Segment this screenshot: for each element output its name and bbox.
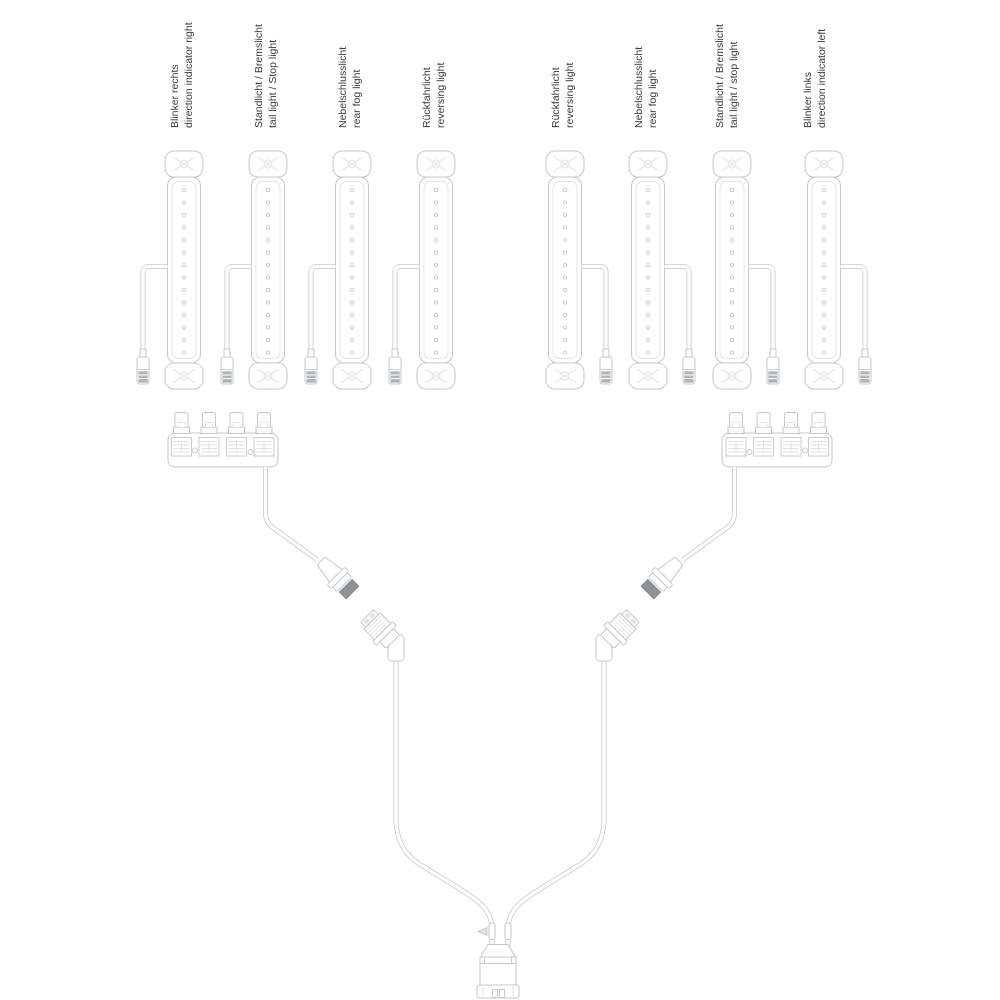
led-strip-8-indicator-left: [805, 151, 871, 389]
label-en: direction indicator right: [182, 22, 195, 128]
trailer-plug: [477, 945, 519, 999]
label-de: Standlicht / Bremslicht: [714, 24, 726, 128]
led-strip-1-indicator-right: [137, 151, 203, 389]
led-strip-6-rear-fog: [629, 151, 695, 389]
label-de: Blinker links: [802, 71, 814, 128]
harness-branch-left: [168, 413, 492, 948]
led-strip-4-reversing: [389, 151, 455, 389]
label-en: tail light / Stop light: [266, 39, 279, 128]
label-en: reversing light: [563, 62, 576, 128]
cable-tie: [478, 923, 511, 940]
label-de: Nebelschlusslicht: [337, 46, 349, 128]
label-de: Nebelschlusslicht: [633, 46, 645, 128]
label-en: direction indicator left: [815, 28, 828, 128]
label-en: rear fog light: [646, 69, 659, 128]
label-de: Rückfahrlicht: [421, 67, 433, 128]
label-de: Blinker rechts: [169, 64, 181, 128]
led-strip-2-tail-stop: [221, 151, 287, 389]
label-en: rear fog light: [350, 69, 363, 128]
led-strip-3-rear-fog: [305, 151, 371, 389]
led-strip-5-reversing: [546, 151, 612, 389]
led-strip-7-tail-stop: [713, 151, 779, 389]
label-de: Standlicht / Bremslicht: [253, 24, 265, 128]
label-de: Rückfahrlicht: [550, 67, 562, 128]
label-en: reversing light: [434, 62, 447, 128]
harness-branch-right: [508, 413, 832, 948]
label-en: tail light / stop light: [727, 41, 740, 128]
